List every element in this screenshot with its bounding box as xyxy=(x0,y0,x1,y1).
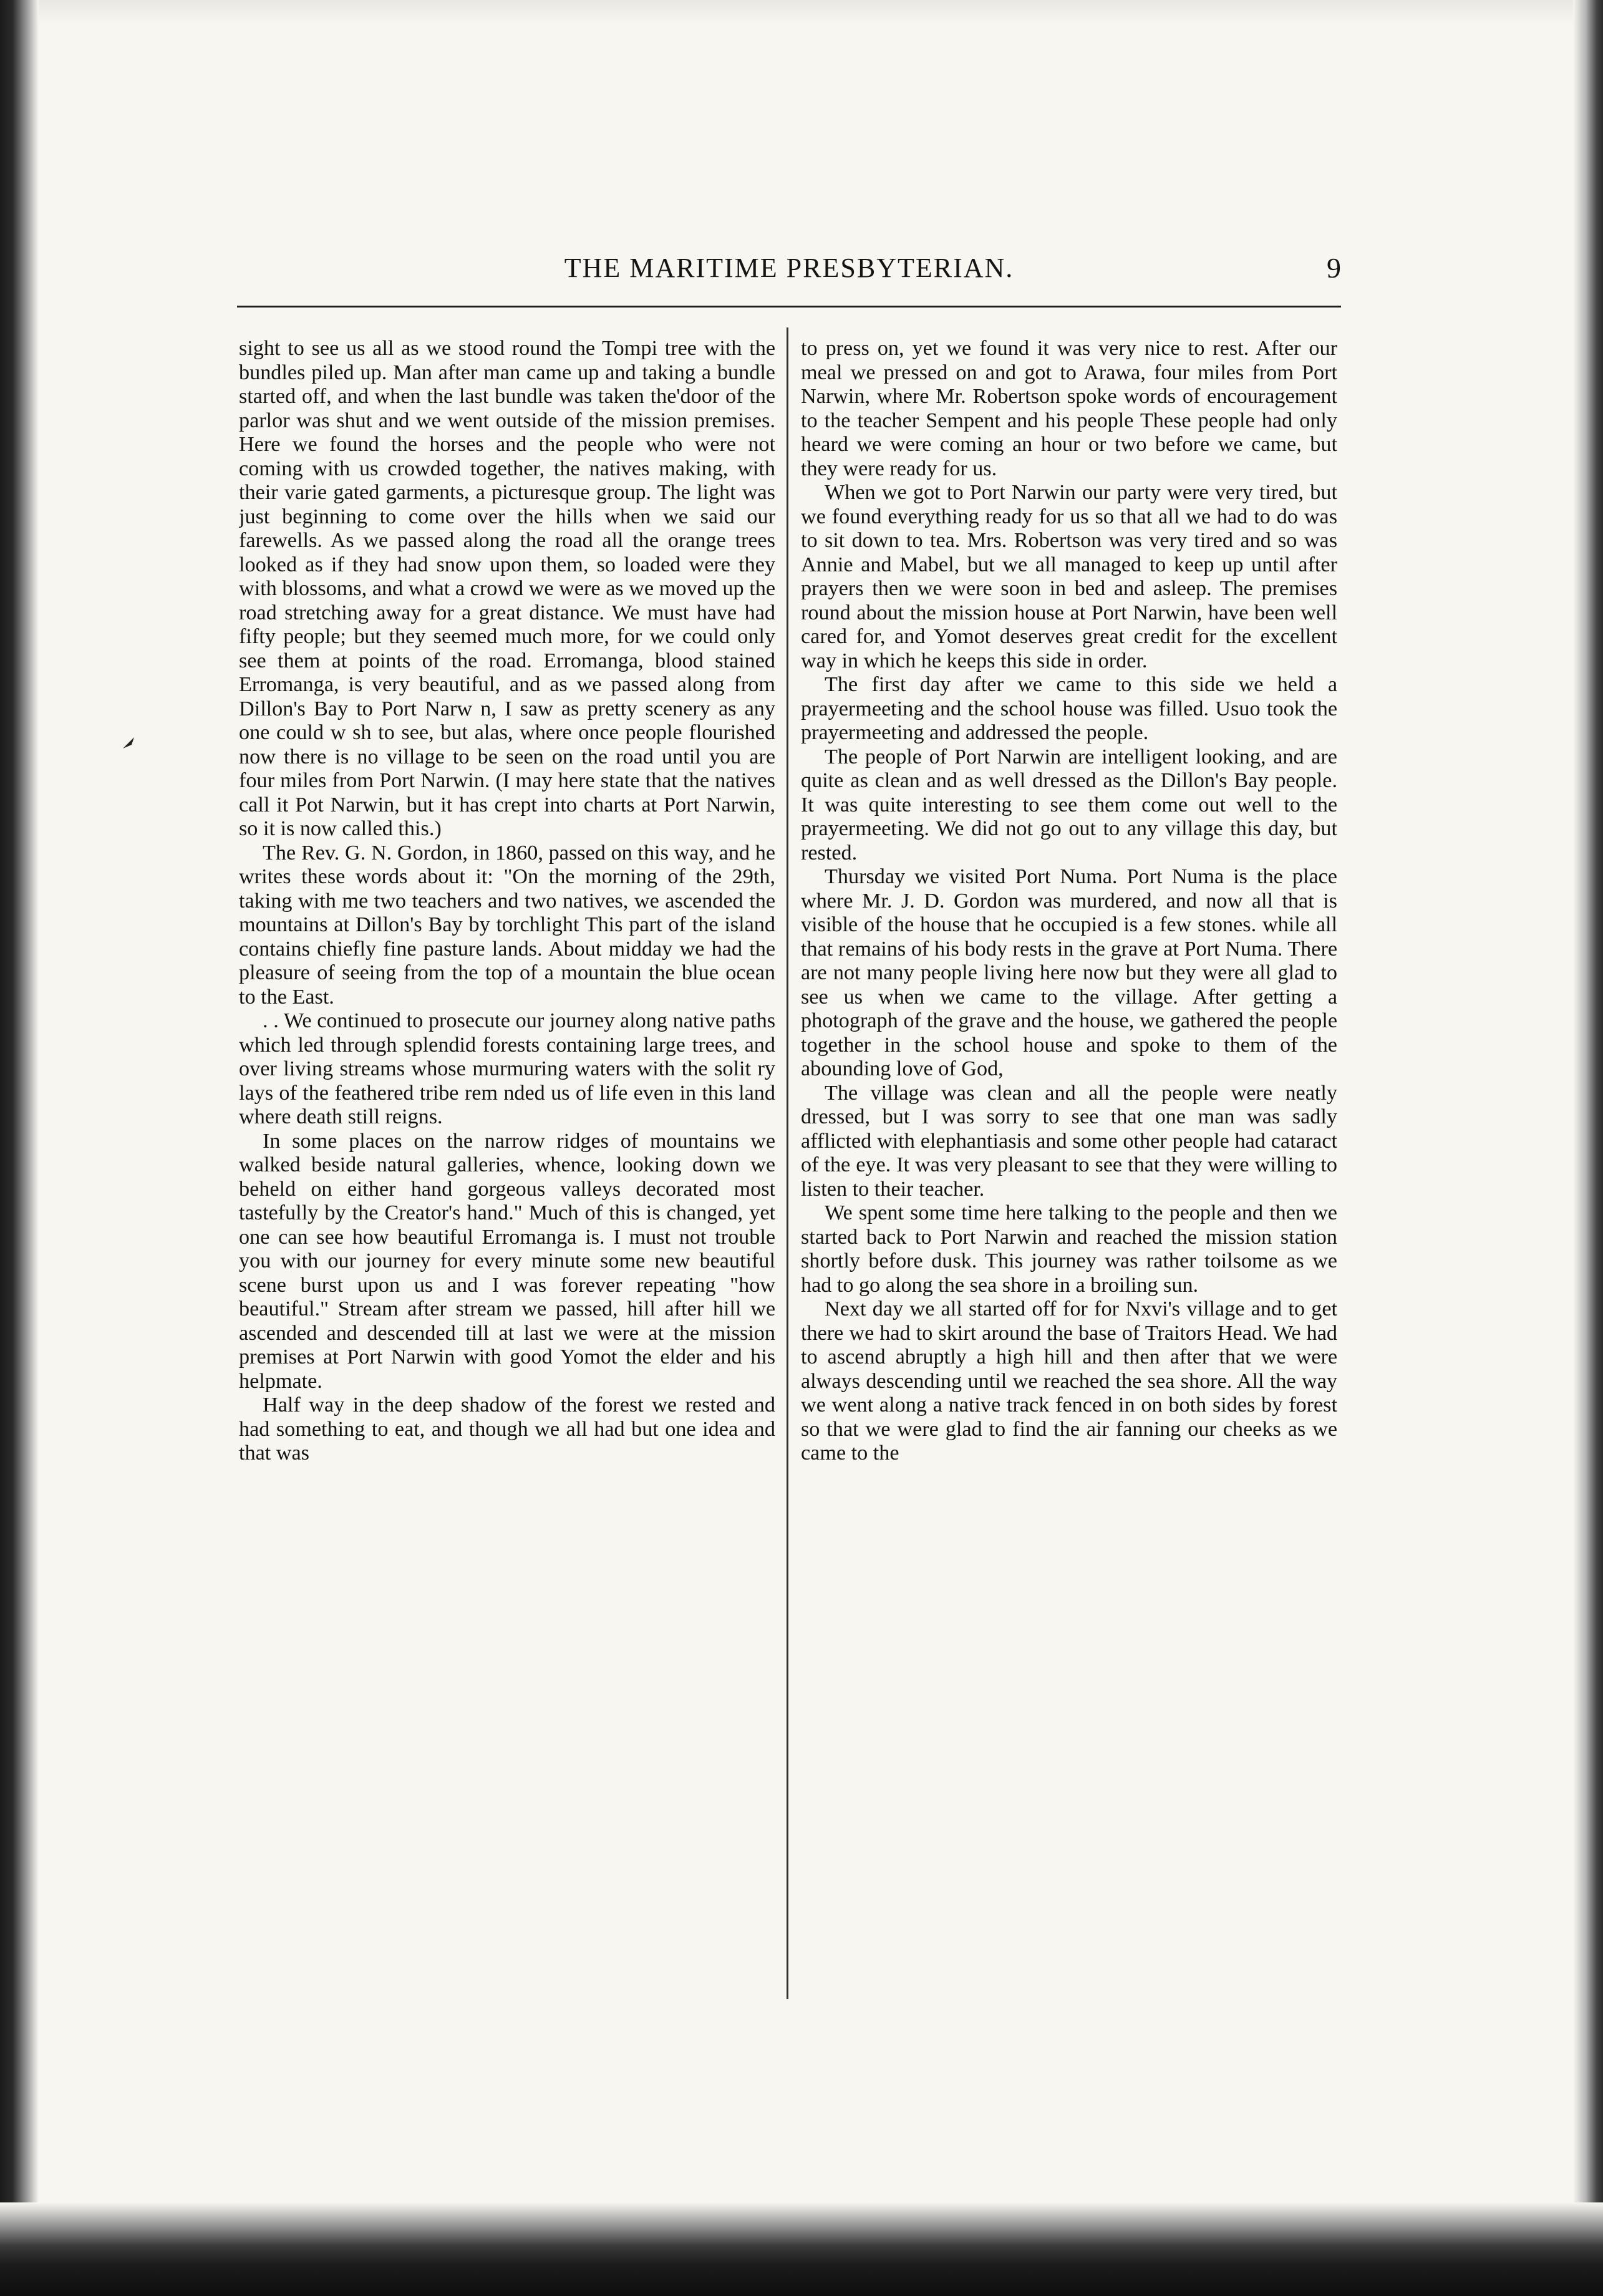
paragraph: Half way in the deep shadow of the forest we rested and had something to eat, and though we all had but one idea and that was xyxy=(239,1393,775,1465)
paragraph: The Rev. G. N. Gordon, in 1860, passed on this way, and he writes these words about it: "On the morning of the 29th, taking with me two teachers and two natives, we ascended the mountains at Dillon's Bay by torchlight This part of the island contains chiefly fine pasture lands. About midday we had the pleasure of seeing from the top of a mountain the blue ocean to the East. xyxy=(239,841,775,1009)
paragraph: to press on, yet we found it was very nice to rest. After our meal we pressed on and got to Arawa, four miles from Port Narwin, where Mr. Robertson spoke words of encouragement to the teacher Sempent and his people These people had only heard we were coming an hour or two before we came, but they were ready for us. xyxy=(801,337,1337,480)
scan-right-edge xyxy=(1573,0,1603,2296)
paragraph: sight to see us all as we stood round the Tompi tree with the bundles piled up. Man after man came up and taking a bundle started off, and when the last bundle was taken the'door of the parlor was shut and we went outside of the mission premises. Here we found the horses and the people who were not coming with us crowded together, the natives making, with their varie gated garments, a picturesque group. The light was just beginning to come over the hills when we said our farewells. As we passed along the road all the orange trees looked as if they had snow upon them, so loaded were they with blossoms, and what a crowd we were as we moved up the road stretching away for a great distance. We must have had fifty people; but they seemed much more, for we could only see them at points of the road. Erromanga, blood stained Erromanga, is very beautiful, and as we passed along from Dillon's Bay to Port Narw n, I saw as pretty scenery as any one could w sh to see, but alas, where once people flourished now there is no village to be seen on the road until you are four miles from Port Narwin. (I may here state that the natives call it Pot Narwin, but it has crept into charts at Port Narwin, so it is now called this.) xyxy=(239,337,775,840)
paragraph: Next day we all started off for for Nxvi's village and to get there we had to skirt around the base of Traitors Head. We had to ascend abruptly a high hill and then after that we were always descending until we reached the sea shore. All the way we went along a native track fenced in on both sides by forest so that we were glad to find the air fanning our cheeks as we came to the xyxy=(801,1297,1337,1465)
scan-top-edge xyxy=(0,0,1603,25)
paragraph: In some places on the narrow ridges of mountains we walked beside natural galleries, whence, looking down we beheld on either hand gorgeous valleys decorated most tastefully by the Creator's hand." Much of this is changed, yet one can see how beautiful Erromanga is. I must not trouble you with our journey for every minute some new beautiful scene burst upon us and I was forever repeating "how beautiful." Stream after stream we passed, hill after hill we ascended and descended till at last we were at the mission premises at Port Narwin with good Yomot the elder and his helpmate. xyxy=(239,1129,775,1393)
paragraph: . . We continued to prosecute our journey along native paths which led through splendid forests containing large trees, and over living streams whose murmuring waters with the solit ry lays of the feathered tribe rem nded us of life even in this land where death still reigns. xyxy=(239,1009,775,1128)
paragraph: When we got to Port Narwin our party were very tired, but we found everything ready for us so that all we had to do was to sit down to tea. Mrs. Robertson was very tired and so was Annie and Mabel, but we all managed to keep up until after prayers then we were soon in bed and asleep. The premises round about the mission house at Port Narwin, have been well cared for, and Yomot deserves great credit for the excellent way in which he keeps this side in order. xyxy=(801,481,1337,672)
paragraph: The people of Port Narwin are intelligent looking, and are quite as clean and as well dressed as the Dillon's Bay people. It was quite interesting to see them come out well to the prayermeeting. We did not go out to any village this day, but rested. xyxy=(801,745,1337,865)
paragraph: The village was clean and all the people were neatly dressed, but I was sorry to see that one man was sadly afflicted with elephantiasis and some other people had cataract of the eye. It was very pleasant to see that they were willing to listen to their teacher. xyxy=(801,1081,1337,1201)
column-divider xyxy=(787,327,788,1999)
paragraph: We spent some time here talking to the people and then we started back to Port Narwin and reached the mission station shortly before dusk. This journey was rather toilsome as we had to go along the sea shore in a broiling sun. xyxy=(801,1201,1337,1297)
page-header xyxy=(237,249,1341,293)
header-rule xyxy=(237,306,1341,308)
paragraph: The first day after we came to this side we held a prayermeeting and the school house was filled. Usuo took the prayermeeting and addressed the people. xyxy=(801,673,1337,744)
margin-ink-mark xyxy=(122,736,135,750)
left-column xyxy=(239,337,775,1984)
right-column xyxy=(801,337,1337,1984)
scan-bottom-edge xyxy=(0,2202,1603,2296)
running-title: THE MARITIME PRESBYTERIAN. xyxy=(564,253,1014,283)
page-number: 9 xyxy=(1327,252,1341,284)
scan-left-edge xyxy=(0,0,39,2296)
paragraph: Thursday we visited Port Numa. Port Numa is the place where Mr. J. D. Gordon was murdered, and now all that is visible of the house that he occupied is a few stones. while all that remains of his body rests in the grave at Port Numa. There are not many people living here now but they were all glad to see us when we came to the village. After getting a photograph of the grave and the house, we gathered the people together in the school house and spoke to them of the abounding love of God, xyxy=(801,865,1337,1080)
